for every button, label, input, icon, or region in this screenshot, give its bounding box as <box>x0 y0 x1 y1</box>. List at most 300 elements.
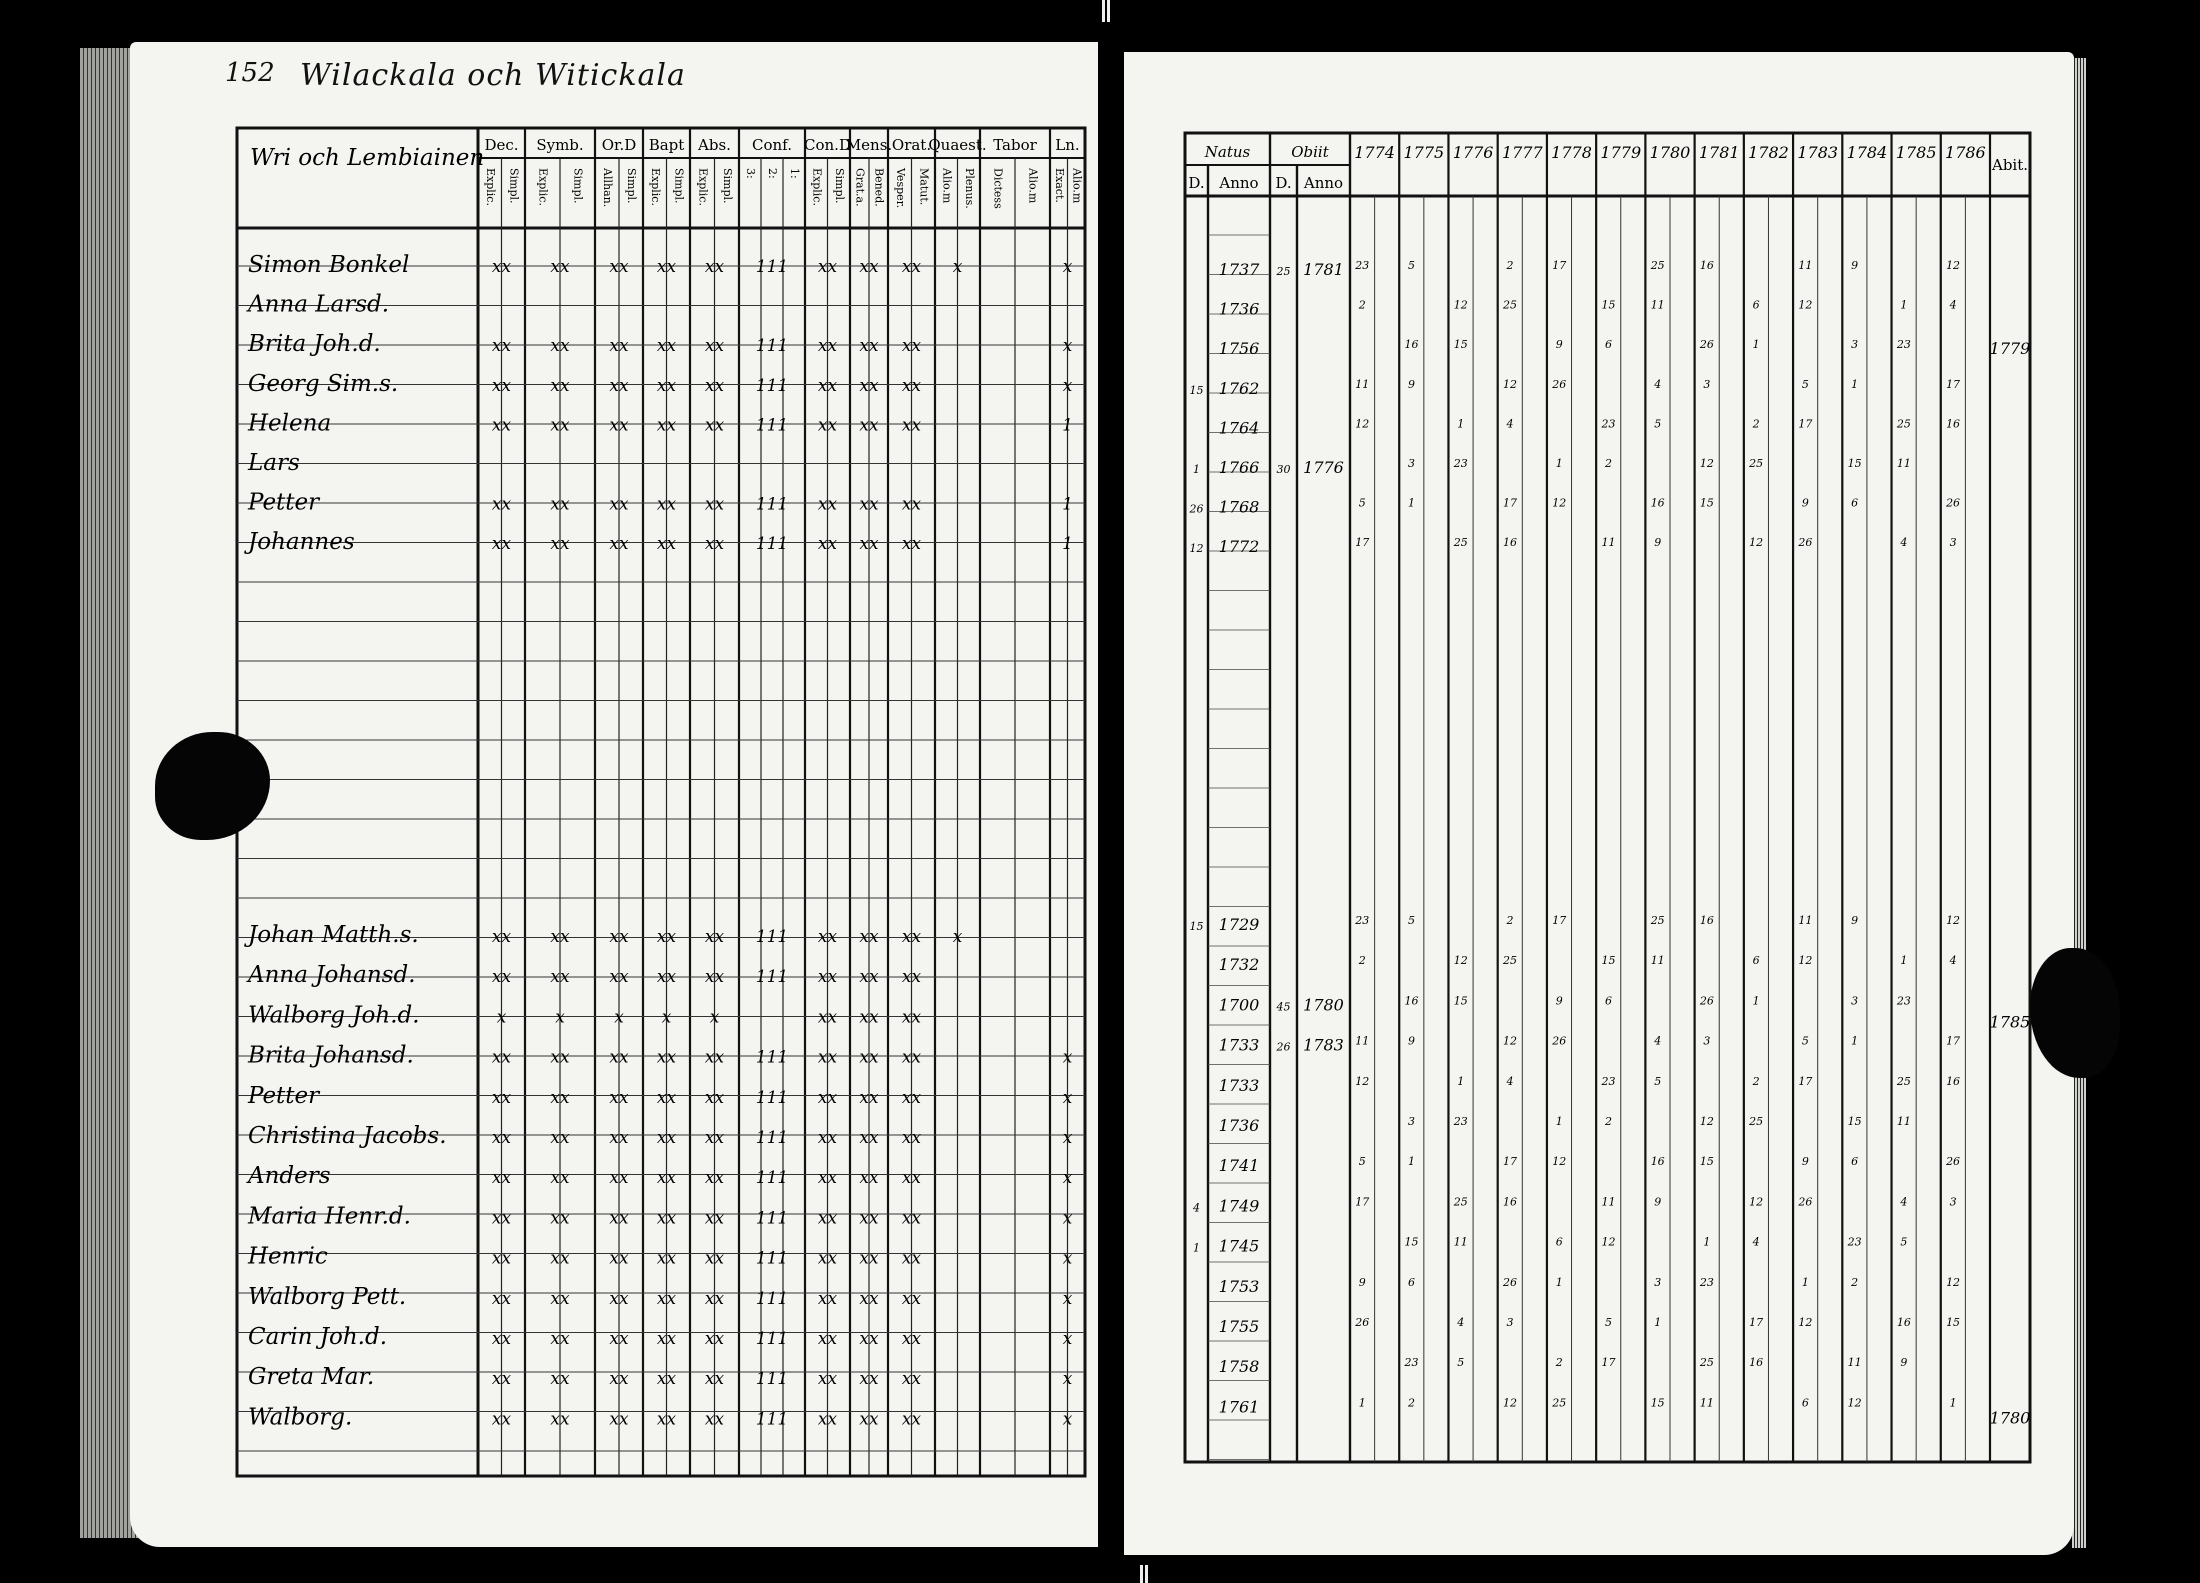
catechism-mark: xx <box>491 1208 512 1229</box>
attendance-entry: 25 <box>1896 1074 1911 1088</box>
attendance-entry: 25 <box>1896 417 1911 431</box>
household-member-name: Brita Joh.d. <box>248 331 381 358</box>
catechism-mark: xx <box>609 1208 629 1229</box>
attendance-entry: 5 <box>1358 1155 1366 1169</box>
attendance-entry: 12 <box>1453 298 1468 312</box>
household-member-name: Simon Bonkel <box>248 252 410 278</box>
catechism-mark: xx <box>817 1208 838 1229</box>
subcolumn-header: 2: <box>766 168 779 179</box>
village-title: Wilackala och Witickala <box>300 58 686 93</box>
attendance-entry: 12 <box>1749 536 1764 550</box>
catechism-mark: xx <box>859 1128 879 1148</box>
attendance-entry: 11 <box>1699 1396 1714 1410</box>
attendance-entry: 3 <box>1408 457 1416 470</box>
attendance-entry: 12 <box>1946 259 1961 272</box>
birth-day: 1 <box>1193 463 1200 476</box>
subcolumn-header: Explic. <box>483 168 497 206</box>
catechism-mark: 111 <box>755 1128 789 1148</box>
birth-year: 1768 <box>1218 497 1260 517</box>
subcolumn-header: Simpl. <box>625 168 638 204</box>
catechism-mark: xx <box>550 1329 570 1349</box>
catechism-mark: xx <box>656 967 677 988</box>
attendance-entry: 23 <box>1453 1115 1468 1128</box>
attendance-entry: 12 <box>1699 457 1714 470</box>
attendance-entry: 25 <box>1699 1356 1714 1370</box>
catechism-mark: 111 <box>755 257 789 277</box>
catechism-mark: 111 <box>755 1087 789 1108</box>
attendance-entry: 12 <box>1453 954 1468 968</box>
catechism-mark: xx <box>550 1248 570 1269</box>
attendance-entry: 12 <box>1601 1235 1616 1249</box>
catechism-mark: xx <box>704 1168 725 1189</box>
attendance-entry: 2 <box>1506 259 1514 272</box>
catechism-mark: xx <box>550 1128 570 1148</box>
subcolumn-header: Bened. <box>872 168 886 207</box>
catechism-mark: xx <box>817 375 838 396</box>
attendance-entry: 1 <box>1900 298 1908 312</box>
attendance-entry: 12 <box>1946 914 1961 927</box>
attendance-entry: 5 <box>1457 1356 1465 1370</box>
attendance-entry: 16 <box>1946 417 1961 431</box>
catechism-mark: xx <box>609 1047 629 1068</box>
catechism-mark: xx <box>859 967 879 988</box>
birth-year: 1758 <box>1218 1357 1260 1377</box>
household-member-name: Anna Larsd. <box>248 291 390 318</box>
attendance-entry: 2 <box>1555 1356 1563 1370</box>
attendance-entry: 11 <box>1601 1195 1616 1209</box>
catechism-mark: xx <box>901 967 922 988</box>
catechism-mark: xx <box>491 1369 512 1390</box>
subcolumn-header: Explic. <box>648 168 662 206</box>
catechism-mark: xx <box>550 967 570 988</box>
attendance-entry: 23 <box>1896 338 1911 352</box>
attendance-entry: 5 <box>1408 259 1416 272</box>
year-header: 1783 <box>1797 143 1839 162</box>
catechism-mark: xx <box>859 1329 879 1349</box>
catechism-mark: 1 <box>1062 415 1073 436</box>
catechism-mark: xx <box>550 1087 570 1108</box>
attendance-entry: 12 <box>1847 1396 1862 1410</box>
attendance-entry: 4 <box>1949 954 1957 968</box>
catechism-mark: xx <box>491 1128 512 1148</box>
subcolumn-header: 3: <box>744 168 757 179</box>
catechism-mark: 1 <box>1062 494 1073 515</box>
catechism-mark: xx <box>704 257 725 277</box>
attendance-entry: 12 <box>1552 1155 1567 1169</box>
catechism-mark: xx <box>817 1288 838 1309</box>
attendance-entry: 4 <box>1506 1074 1514 1088</box>
catechism-mark: xx <box>817 415 838 436</box>
catechism-mark: xx <box>609 375 629 396</box>
subcolumn-header: Plenus. <box>962 168 976 209</box>
attendance-entry: 9 <box>1654 536 1662 550</box>
catechism-mark: xx <box>491 336 512 357</box>
catechism-mark: xx <box>901 1007 922 1028</box>
attendance-entry: 11 <box>1355 1034 1370 1048</box>
attendance-entry: 1 <box>1555 1275 1563 1289</box>
attendance-entry: 4 <box>1506 417 1514 431</box>
column-header: Bapt <box>648 136 685 154</box>
attendance-entry: 12 <box>1798 954 1813 968</box>
day-header: D. <box>1188 174 1205 192</box>
birth-year: 1766 <box>1218 458 1260 477</box>
year-header: 1779 <box>1600 143 1642 162</box>
attendance-entry: 12 <box>1503 1034 1517 1048</box>
catechism-mark: xx <box>859 375 879 396</box>
attendance-entry: 23 <box>1601 1074 1616 1088</box>
year-header: 1774 <box>1354 143 1395 162</box>
column-header: Ln. <box>1055 136 1080 154</box>
catechism-mark: xx <box>656 1168 677 1189</box>
household-member-name: Christina Jacobs. <box>248 1123 447 1149</box>
attendance-entry: 1 <box>1555 457 1563 470</box>
catechism-mark: xx <box>901 1409 922 1430</box>
catechism-mark: xx <box>859 257 879 277</box>
anno-header: Anno <box>1219 174 1259 192</box>
catechism-mark: x <box>1062 1369 1073 1390</box>
household-member-name: Walborg. <box>248 1404 353 1431</box>
catechism-mark: xx <box>901 375 922 396</box>
attendance-entry: 9 <box>1555 338 1563 352</box>
catechism-mark: x <box>952 927 963 947</box>
catechism-mark: xx <box>901 1208 922 1229</box>
catechism-mark: xx <box>609 1248 629 1269</box>
subcolumn-header: Simpl. <box>832 168 846 204</box>
catechism-mark: xx <box>704 1047 725 1068</box>
attendance-entry: 26 <box>1699 994 1714 1008</box>
catechism-mark: 111 <box>755 494 789 515</box>
attendance-entry: 17 <box>1798 417 1813 431</box>
attendance-entry: 26 <box>1798 1195 1813 1209</box>
attendance-entry: 1 <box>1752 994 1760 1008</box>
birth-year: 1745 <box>1218 1236 1260 1256</box>
catechism-mark: x <box>1062 257 1073 277</box>
attendance-entry: 12 <box>1798 298 1813 312</box>
catechism-mark: xx <box>859 534 879 555</box>
catechism-mark: xx <box>491 1288 512 1309</box>
catechism-mark: 111 <box>755 927 789 947</box>
attendance-entry: 2 <box>1604 457 1612 470</box>
attendance-entry: 5 <box>1801 377 1809 391</box>
subcolumn-header: Dictess <box>991 168 1005 209</box>
catechism-mark: xx <box>550 1208 570 1229</box>
catechism-mark: xx <box>859 1208 879 1229</box>
attendance-entry: 9 <box>1851 914 1859 927</box>
subcolumn-header: Explic. <box>536 168 550 206</box>
attendance-entry: 16 <box>1896 1316 1911 1329</box>
birth-day: 1 <box>1193 1241 1200 1255</box>
attendance-entry: 16 <box>1404 338 1419 352</box>
catechism-mark: xx <box>656 534 677 555</box>
catechism-mark: 111 <box>755 967 789 988</box>
attendance-entry: 16 <box>1699 914 1714 927</box>
attendance-entry: 1 <box>1654 1316 1662 1329</box>
attendance-entry: 2 <box>1752 417 1760 431</box>
catechism-mark: xx <box>817 1248 838 1269</box>
catechism-mark: x <box>661 1007 672 1028</box>
birth-year: 1762 <box>1218 378 1260 398</box>
attendance-entry: 17 <box>1552 914 1567 927</box>
attendance-entry: 2 <box>1358 298 1366 312</box>
attendance-entry: 5 <box>1358 496 1366 510</box>
attendance-entry: 11 <box>1847 1356 1862 1370</box>
attendance-entry: 26 <box>1552 377 1567 391</box>
catechism-mark: xx <box>704 415 725 436</box>
attendance-entry: 1 <box>1703 1235 1711 1249</box>
attendance-entry: 3 <box>1851 994 1859 1008</box>
attendance-entry: 23 <box>1453 457 1468 470</box>
catechism-mark: xx <box>609 336 629 357</box>
birth-year: 1733 <box>1218 1035 1260 1055</box>
catechism-mark: xx <box>609 927 629 947</box>
attendance-entry: 25 <box>1503 954 1517 968</box>
household-member-name: Walborg Joh.d. <box>248 1002 420 1029</box>
attendance-entry: 6 <box>1604 994 1612 1008</box>
attendance-entry: 17 <box>1749 1316 1764 1329</box>
household-member-name: Johannes <box>248 529 355 556</box>
catechism-mark: 111 <box>755 1288 789 1309</box>
attendance-entry: 3 <box>1408 1115 1416 1128</box>
catechism-mark: xx <box>901 336 922 357</box>
subcolumn-header: 1: <box>788 168 801 179</box>
catechism-mark: xx <box>817 494 838 515</box>
catechism-mark: xx <box>550 534 570 555</box>
subcolumn-header: Alio.m <box>940 168 954 204</box>
attendance-entry: 6 <box>1408 1275 1416 1289</box>
catechism-mark: xx <box>817 1409 838 1430</box>
attendance-entry: 15 <box>1404 1235 1419 1249</box>
attendance-entry: 25 <box>1503 298 1517 312</box>
attendance-entry: 5 <box>1604 1316 1612 1329</box>
attendance-entry: 9 <box>1408 1034 1416 1048</box>
birth-year: 1764 <box>1218 418 1260 438</box>
catechism-mark: xx <box>550 336 570 357</box>
attendance-entry: 1 <box>1900 954 1908 968</box>
column-header: Orat. <box>891 136 932 154</box>
attendance-entry: 2 <box>1851 1275 1859 1289</box>
attendance-entry: 11 <box>1896 1115 1911 1128</box>
attendance-entry: 9 <box>1555 994 1563 1008</box>
household-member-name: Greta Mar. <box>248 1364 375 1391</box>
attendance-entry: 11 <box>1896 457 1911 470</box>
attendance-entry: 9 <box>1801 1155 1809 1169</box>
year-header: 1786 <box>1945 143 1986 162</box>
catechism-mark: 111 <box>755 375 789 396</box>
attendance-entry: 9 <box>1408 377 1416 391</box>
catechism-mark: xx <box>491 927 512 947</box>
attendance-entry: 15 <box>1601 954 1616 968</box>
attendance-entry: 5 <box>1900 1235 1908 1249</box>
subcolumn-header: Alio.m <box>1070 168 1084 204</box>
attendance-entry: 1 <box>1457 417 1465 431</box>
attendance-entry: 9 <box>1358 1275 1366 1289</box>
abit-entry: 1779 <box>1989 339 2031 359</box>
catechism-mark: xx <box>609 1288 629 1309</box>
birth-year: 1755 <box>1218 1317 1260 1336</box>
catechism-mark: xx <box>656 336 677 357</box>
attendance-entry: 16 <box>1650 496 1665 510</box>
attendance-entry: 1 <box>1358 1396 1366 1410</box>
attendance-entry: 6 <box>1801 1396 1809 1410</box>
catechism-mark: xx <box>704 1369 725 1390</box>
abit-header: Abit. <box>1991 156 2029 174</box>
birth-day: 12 <box>1189 542 1204 556</box>
death-year: 1776 <box>1303 458 1344 477</box>
right-table-border <box>1185 133 2030 1462</box>
catechism-mark: x <box>555 1007 565 1028</box>
year-header: 1776 <box>1452 143 1494 162</box>
death-year: 1780 <box>1303 995 1344 1015</box>
catechism-mark: xx <box>859 1047 879 1068</box>
subcolumn-header: Simpl. <box>720 168 734 204</box>
household-member-name: Petter <box>248 1082 320 1109</box>
catechism-mark: xx <box>550 1047 570 1068</box>
household-member-name: Petter <box>248 489 320 516</box>
death-day: 25 <box>1276 265 1291 278</box>
catechism-mark: xx <box>901 1329 922 1349</box>
attendance-entry: 16 <box>1650 1155 1665 1169</box>
attendance-entry: 17 <box>1552 259 1567 272</box>
catechism-mark: xx <box>859 415 879 436</box>
attendance-entry: 23 <box>1355 914 1370 927</box>
attendance-entry: 11 <box>1798 259 1813 272</box>
catechism-mark: xx <box>901 257 922 277</box>
catechism-mark: x <box>1062 1329 1073 1349</box>
attendance-entry: 11 <box>1601 536 1616 550</box>
catechism-mark: xx <box>491 1248 512 1269</box>
household-member-name: Brita Johansd. <box>248 1042 414 1069</box>
catechism-mark: x <box>1062 1409 1073 1430</box>
catechism-mark: xx <box>656 375 677 396</box>
birth-year: 1741 <box>1218 1156 1260 1176</box>
attendance-entry: 6 <box>1555 1235 1563 1249</box>
catechism-mark: xx <box>704 1329 725 1349</box>
year-header: 1785 <box>1895 143 1937 162</box>
attendance-entry: 25 <box>1453 536 1468 550</box>
attendance-entry: 4 <box>1752 1235 1760 1249</box>
subcolumn-header: Allhan. <box>601 168 614 208</box>
catechism-mark: xx <box>550 927 570 947</box>
catechism-mark: xx <box>704 1208 725 1229</box>
attendance-entry: 1 <box>1851 1034 1859 1048</box>
catechism-mark: x <box>1062 1288 1073 1309</box>
catechism-mark: xx <box>817 1168 838 1189</box>
death-day: 26 <box>1276 1040 1291 1054</box>
attendance-entry: 4 <box>1457 1316 1465 1329</box>
catechism-mark: 111 <box>755 1248 789 1269</box>
birth-year: 1733 <box>1218 1075 1260 1095</box>
attendance-entry: 12 <box>1552 496 1567 510</box>
attendance-entry: 15 <box>1453 994 1468 1008</box>
attendance-entry: 15 <box>1453 338 1468 352</box>
birth-year: 1749 <box>1218 1196 1260 1216</box>
catechism-mark: xx <box>704 375 725 396</box>
birth-year: 1772 <box>1218 537 1260 557</box>
attendance-entry: 25 <box>1650 914 1665 927</box>
birth-day: 4 <box>1193 1201 1200 1215</box>
attendance-entry: 17 <box>1946 377 1961 391</box>
catechism-mark: x <box>1062 1128 1073 1148</box>
attendance-entry: 1 <box>1801 1275 1809 1289</box>
catechism-mark: xx <box>491 257 512 277</box>
catechism-mark: xx <box>609 257 629 277</box>
catechism-mark: xx <box>491 1329 512 1349</box>
catechism-mark: x <box>1062 375 1073 396</box>
catechism-mark: xx <box>550 1369 570 1390</box>
attendance-entry: 17 <box>1355 1195 1370 1209</box>
catechism-mark: xx <box>901 1047 922 1068</box>
attendance-entry: 16 <box>1699 259 1714 272</box>
attendance-entry: 16 <box>1946 1074 1961 1088</box>
attendance-entry: 23 <box>1404 1356 1419 1370</box>
attendance-entry: 4 <box>1900 536 1908 550</box>
catechism-mark: xx <box>609 1329 629 1349</box>
catechism-mark: xx <box>656 1409 677 1430</box>
attendance-entry: 3 <box>1949 536 1957 550</box>
catechism-mark: xx <box>859 1248 879 1269</box>
catechism-mark: xx <box>704 967 725 988</box>
catechism-mark: xx <box>656 1208 677 1229</box>
catechism-mark: xx <box>817 1128 838 1148</box>
birth-year: 1736 <box>1218 1116 1260 1135</box>
attendance-entry: 5 <box>1654 417 1662 431</box>
catechism-mark: xx <box>609 534 629 555</box>
attendance-entry: 12 <box>1503 377 1517 391</box>
catechism-mark: xx <box>656 1288 677 1309</box>
death-year: 1783 <box>1303 1035 1344 1055</box>
catechism-mark: xx <box>817 336 838 357</box>
attendance-entry: 3 <box>1654 1275 1662 1289</box>
year-header: 1782 <box>1748 143 1789 162</box>
catechism-mark: xx <box>656 1087 677 1108</box>
household-member-name: Helena <box>248 410 332 437</box>
catechism-mark: xx <box>550 1168 570 1189</box>
catechism-mark: xx <box>550 1288 570 1309</box>
catechism-mark: x <box>952 257 963 277</box>
catechism-mark: x <box>709 1007 720 1028</box>
catechism-mark: x <box>1062 336 1073 357</box>
attendance-entry: 26 <box>1946 496 1961 510</box>
attendance-entry: 23 <box>1699 1275 1714 1289</box>
subcolumn-header: Explic. <box>810 168 824 206</box>
birth-year: 1700 <box>1218 995 1260 1015</box>
column-header: Quaest. <box>928 136 987 154</box>
attendance-entry: 25 <box>1749 1115 1764 1128</box>
attendance-entry: 11 <box>1355 377 1370 391</box>
column-header: Con.D <box>804 136 851 154</box>
catechism-mark: xx <box>817 257 838 277</box>
catechism-mark: x <box>1062 1208 1073 1229</box>
catechism-mark: xx <box>817 1329 838 1349</box>
attendance-entry: 1 <box>1457 1074 1465 1088</box>
attendance-entry: 15 <box>1946 1316 1961 1329</box>
catechism-mark: x <box>1062 1047 1073 1068</box>
catechism-mark: xx <box>491 534 512 555</box>
birth-year: 1761 <box>1218 1397 1260 1417</box>
catechism-mark: xx <box>609 967 629 988</box>
abit-entry: 1785 <box>1989 1012 2031 1032</box>
year-header: 1778 <box>1551 143 1592 162</box>
catechism-mark: xx <box>817 1047 838 1068</box>
subcolumn-header: Simpl. <box>507 168 521 204</box>
catechism-mark: xx <box>550 257 570 277</box>
catechism-mark: xx <box>704 1409 725 1430</box>
attendance-entry: 6 <box>1851 1155 1859 1169</box>
household-header: Wri och Lembiainen <box>250 145 485 171</box>
death-day: 45 <box>1276 1000 1291 1014</box>
household-member-name: Anna Johansd. <box>248 962 416 989</box>
catechism-mark: xx <box>609 1128 629 1148</box>
